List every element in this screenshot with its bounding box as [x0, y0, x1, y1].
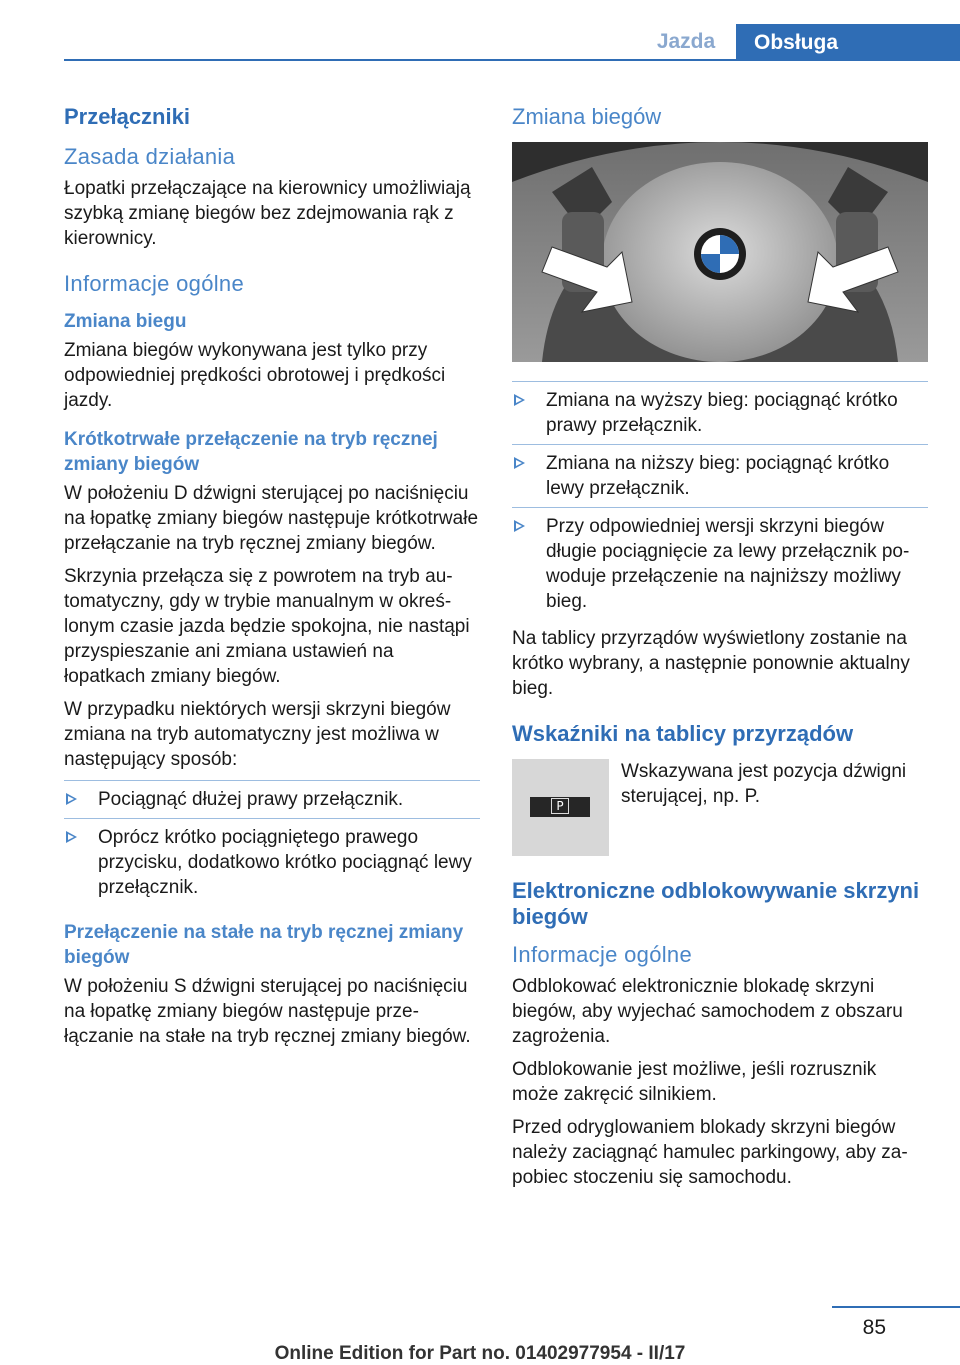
tab-jazda[interactable]: Jazda: [656, 30, 716, 53]
triangle-bullet-icon: [514, 457, 525, 469]
triangle-bullet-icon: [514, 394, 525, 406]
gear-p-glyph: P: [551, 798, 569, 814]
heading-electronic-unlock: Elektroniczne odblokowywanie skrzyni biegów: [512, 878, 920, 929]
indicator-row: [512, 759, 928, 856]
edition-footer: Online Edition for Part no. 01402977954 - II/17: [274, 1343, 686, 1364]
list-item: [512, 507, 928, 620]
gear-indicator-image: [512, 759, 609, 856]
footer-rule: [832, 1306, 960, 1308]
page-number: 85: [862, 1316, 886, 1339]
list-item: [512, 381, 928, 444]
list-item: [64, 818, 480, 906]
paragraph-unlock-3: Przed odryglowaniem blokady skrzyni biegów należy zaciągnąć hamulec parkingowy, aby zapobiec stoczeniu się samochodu.: [512, 1117, 908, 1188]
heading-permanent-manual: Przełączenie na stałe na tryb ręcznej zmiany biegów: [64, 922, 464, 968]
paragraph-short-3: W przypadku niektórych wersji skrzyni biegów zmiana na tryb automatyczny jest możliwa w następujący sposób:: [64, 699, 451, 770]
list-item-text: Oprócz krótko pociągniętego prawego przycisku, dodatkowo krótko pociągnąć lewy przełącznik.: [98, 827, 472, 898]
bullet-list-auto-return: [64, 780, 480, 906]
paragraph-permanent: W położeniu S dźwigni sterującej po naciśnięciu na łopatkę zmiany biegów następuje przełączanie na stałe na tryb ręcznej zmiany biegów.: [64, 976, 471, 1047]
paragraph-unlock-1: Odblokować elektronicznie blokadę skrzyni biegów, aby wyjechać samochodem z obszaru zagrożenia.: [512, 976, 903, 1047]
list-item-text: Przy odpowiedniej wersji skrzyni biegów długie pociągnięcie za lewy przełącznik powoduje przełączenie na najniższy możliwy bieg.: [546, 516, 910, 612]
bullet-list-shifting: [512, 381, 928, 620]
paragraph-indicator: Wskazywana jest pozycja dźwigni sterującej, np. P.: [621, 761, 907, 807]
paragraph-unlock-2: Odblokowanie jest możliwe, jeśli rozrusznik może zakręcić silnikiem.: [512, 1059, 877, 1105]
heading-general-info: Informacje ogólne: [64, 271, 244, 296]
heading-general-info-2: Informacje ogólne: [512, 942, 692, 967]
left-column: [64, 98, 480, 1057]
paragraph-short-2: Skrzynia przełącza się z powrotem na tryb automatyczny, gdy w trybie manualnym w określonym czasie jazda będzie spokojna, nie nastąpi przyspieszanie ani zmiana ustawień na łopatkach zmiany biegów.: [64, 566, 470, 687]
list-item-text: Zmiana na wyższy bieg: pociągnąć krótko prawy przełącznik.: [546, 390, 898, 436]
right-column: [512, 98, 928, 1198]
paragraph-principle: Łopatki przełączające na kierownicy umożliwiają szybką zmianę biegów bez zdejmowania rąk z kierownicy.: [64, 178, 471, 249]
tab-obsluga[interactable]: Obsługa: [736, 24, 960, 61]
list-item-text: Pociągnąć dłużej prawy przełącznik.: [98, 789, 404, 810]
paragraph-display: Na tablicy przyrządów wyświetlony zostanie na krótko wybrany, a następnie ponownie aktualny bieg.: [512, 628, 910, 699]
section-title-shifting: Zmiana biegów: [512, 104, 662, 129]
triangle-bullet-icon: [66, 831, 77, 843]
steering-wheel-figure: [512, 142, 928, 362]
section-title-switches: Przełączniki: [64, 104, 190, 129]
heading-indicators: Wskaźniki na tablicy przyrządów: [512, 721, 854, 746]
triangle-bullet-icon: [514, 520, 525, 532]
indicator-display: [530, 797, 590, 817]
triangle-bullet-icon: [66, 793, 77, 805]
heading-principle: Zasada działania: [64, 144, 236, 169]
heading-short-manual: Krótkotrwałe przełączenie na tryb ręcznej zmiany biegów: [64, 429, 438, 475]
heading-gear-change: Zmiana biegu: [64, 311, 187, 332]
paragraph-short-1: W położeniu D dźwigni sterującej po naciśnięciu na łopatkę zmiany biegów następuje krótkotrwałe przełączanie na tryb ręcznej zmiany biegów.: [64, 483, 479, 554]
paragraph-gear-change: Zmiana biegów wykonywana jest tylko przy odpowiedniej prędkości obrotowej i prędkości jazdy.: [64, 340, 446, 411]
list-item-text: Zmiana na niższy bieg: pociągnąć krótko lewy przełącznik.: [546, 453, 890, 499]
list-item: [64, 780, 480, 818]
list-item: [512, 444, 928, 507]
